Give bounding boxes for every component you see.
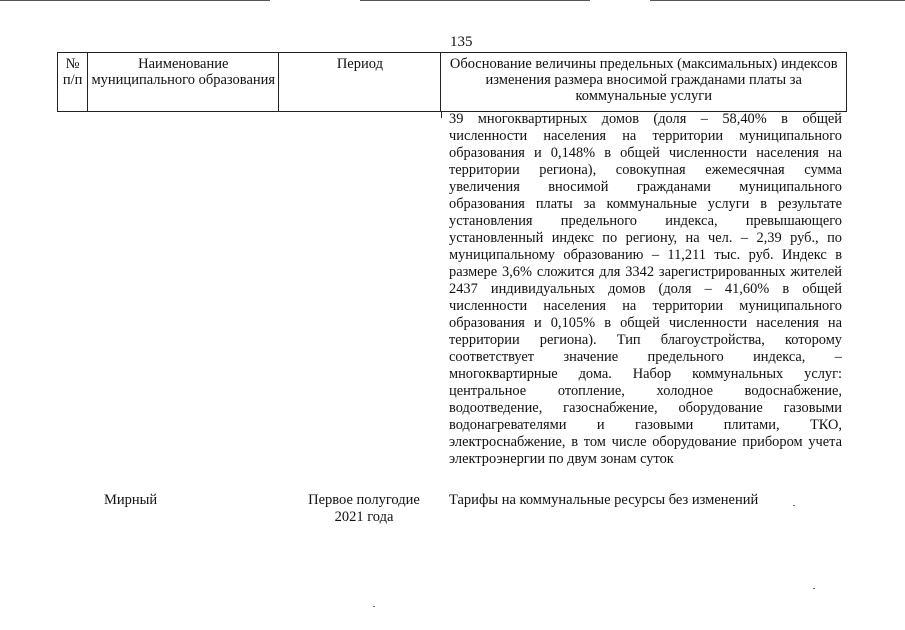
justification-continuation: 39 многоквартирных домов (доля – 58,40% в общей численности населения на территории муниципального образования и 0,148% в общей численности населения на территории региона), совокупная ежемесячная сумма увеличения вносимой гражданами муниципального образования платы за коммунальные услуги в результате установления предельного индекса, превышающего установленный индекс по региону, на чел. – 2,39 руб., по муниципальному образованию – 11,211 тыс. руб. Индекс в размере 3,6% сложится для 3342 зарегистрированных жителей 2437 индивидуальных домов (доля – 41,60% в общей численности населения на территории муниципального образования и 0,105% в общей численности населения на территории региона). Тип благоустройства, которому соответствует значение предельного индекса, – многоквартирные дома. Набор коммунальных услуг: центральное отопление, холодное водоснабжение, водоотведение, газоснабжение, оборудование газовыми водонагревателями и газовыми плитами, ТКО, электроснабжение, в том числе оборудование прибором учета электроэнергии по двум зонам суток [449, 111, 842, 467]
column-divider [441, 112, 442, 118]
header-period: Период [279, 53, 441, 112]
page-number: 135 [450, 34, 473, 50]
top-edge-lines [0, 0, 905, 3]
period-cell: Первое полугодие 2021 года [308, 492, 420, 525]
scan-speck [793, 505, 795, 506]
justification-cell: Тарифы на коммунальные ресурсы без изменений [449, 492, 759, 508]
municipality-name: Мирный [104, 492, 158, 508]
header-municipality: Наименование муниципального образования [88, 53, 279, 112]
header-number: № п/п [58, 53, 88, 112]
header-row [58, 53, 847, 112]
scan-speck [813, 588, 815, 589]
table-header [57, 52, 847, 112]
scan-speck [373, 606, 375, 607]
header-justification: Обоснование величины предельных (максимальных) индексов изменения размера вносимой гражданами платы за коммунальные услуги [441, 53, 847, 112]
